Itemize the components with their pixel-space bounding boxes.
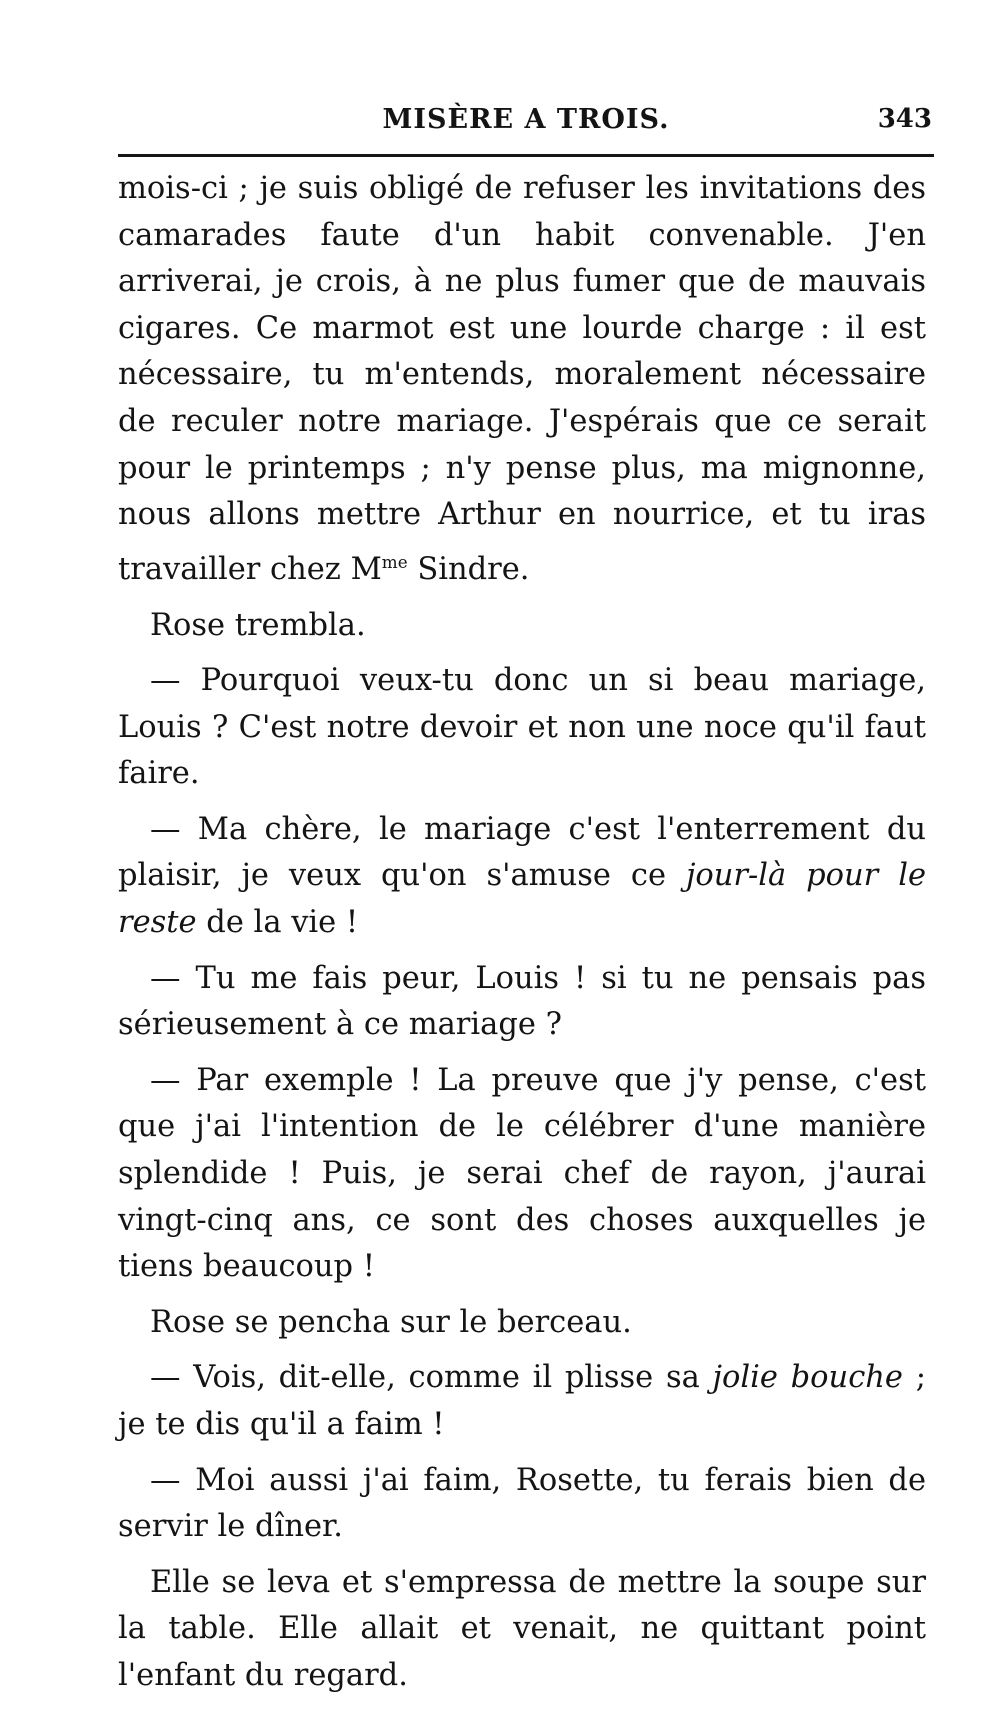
running-title: MISÈRE A TROIS. [382, 104, 670, 135]
paragraph: Rose se pencha sur le berceau. [150, 1304, 632, 1340]
dialogue-paragraph: — Pourquoi veux-tu donc un si beau mariage, Louis ? C'est notre devoir et non une noce qu'il faut faire. [118, 663, 926, 792]
paragraph: Rose trembla. [150, 607, 366, 643]
paragraph-text: Sindre. [407, 551, 530, 587]
body-text [118, 166, 926, 1709]
paragraph-text: de la vie ! [196, 905, 359, 941]
paragraph-text: — Vois, dit-elle, comme il plisse sa [150, 1360, 713, 1396]
dialogue-paragraph [118, 1355, 926, 1448]
paragraph-text: — Ma chère, le mariage c'est l'enterrement du plaisir, je veux qu'on s'amuse ce [118, 811, 926, 894]
paragraph [118, 166, 926, 594]
paragraph-text: ; je te dis qu'il a faim ! [118, 1360, 926, 1442]
paragraph-text: mois-ci ; je suis obligé de refuser les invitations des camarades faute d'un habit convenable. J'en arriverai, je crois, à ne plus fumer que de mauvais cigares. Ce marmot est une lourde charge : il est nécessaire, tu m'entends, moralement nécessaire de reculer notre mariage. J'espérais que ce serait pour le printemps ; n'y pense plus, ma mignonne, nous allons mettre Arthur en nourrice, et tu iras travailler chez M [118, 171, 926, 587]
page-number: 343 [877, 104, 932, 134]
dialogue-paragraph [118, 807, 926, 947]
dialogue-paragraph: — Tu me fais peur, Louis ! si tu ne pensais pas sérieusement à ce mariage ? [118, 960, 926, 1043]
paragraph: Elle se leva et s'empressa de mettre la soupe sur la table. Elle allait et venait, ne quittant point l'enfant du regard. [118, 1564, 926, 1693]
running-header [120, 104, 932, 148]
superscript-abbrev: me [381, 551, 408, 572]
header-rule [118, 154, 934, 157]
italic-text: jour-là pour le reste [118, 858, 926, 941]
dialogue-paragraph: — Par exemple ! La preuve que j'y pense, c'est que j'ai l'intention de le célébrer d'une manière splendide ! Puis, je serai chef de rayon, j'aurai vingt-cinq ans, ce sont des choses auxquelles je tiens beaucoup ! [118, 1062, 926, 1285]
dialogue-paragraph: — Moi aussi j'ai faim, Rosette, tu ferais bien de servir le dîner. [118, 1462, 926, 1545]
italic-text: jolie bouche [712, 1360, 903, 1396]
